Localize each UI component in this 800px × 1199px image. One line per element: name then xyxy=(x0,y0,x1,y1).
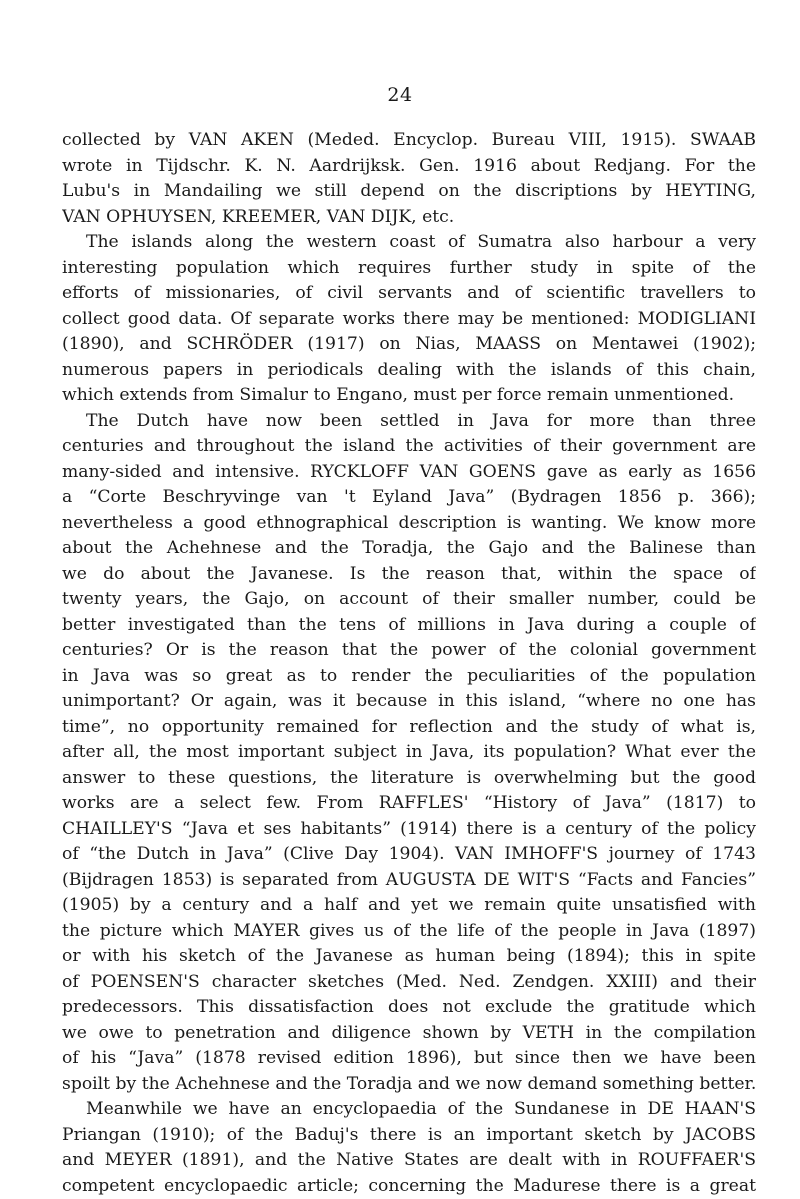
text-line: after all, the most important subject in Java, its population? What ever the xyxy=(62,740,756,766)
text-line: many-sided and intensive. RYCKLOFF VAN GOENS gave as early as 1656 xyxy=(62,460,756,486)
text-line: we owe to penetration and diligence shown by VETH in the compilation xyxy=(62,1021,756,1047)
text-line: CHAILLEY'S “Java et ses habitants” (1914) there is a century of the policy xyxy=(62,817,756,843)
text-line: spoilt by the Achehnese and the Toradja and we now demand something better. xyxy=(62,1072,756,1098)
text-line: the picture which MAYER gives us of the life of the people in Java (1897) xyxy=(62,919,756,945)
text-line: competent encyclopaedic article; concerning the Madurese there is a great xyxy=(62,1174,756,1199)
text-line: collect good data. Of separate works there may be mentioned: MODIGLIANI xyxy=(62,307,756,333)
text-line: we do about the Javanese. Is the reason that, within the space of xyxy=(62,562,756,588)
text-line: and MEYER (1891), and the Native States are dealt with in ROUFFAER'S xyxy=(62,1148,756,1174)
text-line: of “the Dutch in Java” (Clive Day 1904). VAN IMHOFF'S journey of 1743 xyxy=(62,842,756,868)
text-line: (1905) by a century and a half and yet we remain quite unsatisfied with xyxy=(62,893,756,919)
text-line: predecessors. This dissatisfaction does not exclude the gratitude which xyxy=(62,995,756,1021)
text-line: (1890), and SCHRÖDER (1917) on Nias, MAASS on Mentawei (1902); xyxy=(62,332,756,358)
text-line: nevertheless a good ethnographical description is wanting. We know more xyxy=(62,511,756,537)
text-line: works are a select few. From RAFFLES' “History of Java” (1817) to xyxy=(62,791,756,817)
text-line: which extends from Simalur to Engano, must per force remain unmentioned. xyxy=(62,383,756,409)
text-line: centuries and throughout the island the activities of their government are xyxy=(62,434,756,460)
text-line: better investigated than the tens of millions in Java during a couple of xyxy=(62,613,756,639)
text-line: time”, no opportunity remained for reflection and the study of what is, xyxy=(62,715,756,741)
text-line: VAN OPHUYSEN, KREEMER, VAN DIJK, etc. xyxy=(62,205,756,231)
text-line: unimportant? Or again, was it because in this island, “where no one has xyxy=(62,689,756,715)
text-line: Priangan (1910); of the Baduj's there is an important sketch by JACOBS xyxy=(62,1123,756,1149)
text-line: collected by VAN AKEN (Meded. Encyclop. Bureau VIII, 1915). SWAAB xyxy=(62,128,756,154)
text-line: centuries? Or is the reason that the power of the colonial government xyxy=(62,638,756,664)
page-number: 24 xyxy=(0,84,800,106)
text-line: numerous papers in periodicals dealing with the islands of this chain, xyxy=(62,358,756,384)
text-line: (Bijdragen 1853) is separated from AUGUSTA DE WIT'S “Facts and Fancies” xyxy=(62,868,756,894)
text-line: a “Corte Beschryvinge van 't Eyland Java” (Bydragen 1856 p. 366); xyxy=(62,485,756,511)
text-line: in Java was so great as to render the peculiarities of the population xyxy=(62,664,756,690)
text-line: efforts of missionaries, of civil servants and of scientific travellers to xyxy=(62,281,756,307)
text-line: Lubu's in Mandailing we still depend on the discriptions by HEYTING, xyxy=(62,179,756,205)
text-line: of POENSEN'S character sketches (Med. Ned. Zendgen. XXIII) and their xyxy=(62,970,756,996)
text-line: about the Achehnese and the Toradja, the Gajo and the Balinese than xyxy=(62,536,756,562)
body-text xyxy=(62,128,756,1199)
text-line: The islands along the western coast of Sumatra also harbour a very xyxy=(62,230,756,256)
text-line: interesting population which requires further study in spite of the xyxy=(62,256,756,282)
text-line: Meanwhile we have an encyclopaedia of the Sundanese in DE HAAN'S xyxy=(62,1097,756,1123)
text-line: wrote in Tijdschr. K. N. Aardrijksk. Gen. 1916 about Redjang. For the xyxy=(62,154,756,180)
text-line: or with his sketch of the Javanese as human being (1894); this in spite xyxy=(62,944,756,970)
text-line: of his “Java” (1878 revised edition 1896), but since then we have been xyxy=(62,1046,756,1072)
text-line: answer to these questions, the literature is overwhelming but the good xyxy=(62,766,756,792)
text-line: The Dutch have now been settled in Java for more than three xyxy=(62,409,756,435)
text-line: twenty years, the Gajo, on account of their smaller number, could be xyxy=(62,587,756,613)
